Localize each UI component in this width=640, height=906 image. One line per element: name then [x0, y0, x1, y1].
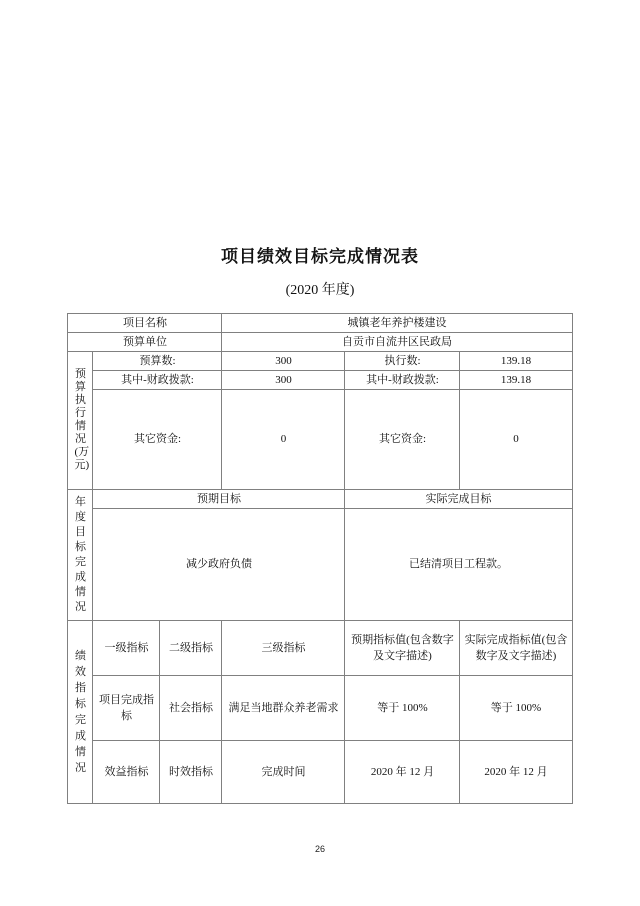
- fiscal-allocation-label: 其中-财政拨款:: [93, 370, 222, 389]
- indicator-actual-cell: 2020 年 12 月: [460, 740, 572, 803]
- other-funds-exec-value: 0: [460, 389, 572, 489]
- budget-amount-label: 预算数:: [93, 351, 222, 370]
- indicator-header-level1: 一级指标: [93, 620, 160, 675]
- goal-header-row: [68, 489, 572, 508]
- indicator-actual-cell: 等于 100%: [460, 675, 572, 740]
- page-number: 26: [314, 843, 325, 854]
- budget-row-amount: [68, 351, 572, 370]
- indicator-expected-cell: 2020 年 12 月: [345, 740, 460, 803]
- other-funds-exec-label: 其它资金:: [345, 389, 460, 489]
- actual-goal-value: 已结清项目工程款。: [345, 508, 572, 620]
- budget-amount-value: 300: [222, 351, 345, 370]
- fiscal-allocation-value: 300: [222, 370, 345, 389]
- actual-goal-header: 实际完成目标: [345, 489, 572, 508]
- indicator-level2-cell: 社会指标: [160, 675, 222, 740]
- indicator-header-row: [68, 620, 572, 675]
- budget-unit-row: [68, 332, 572, 351]
- indicator-side-label: 绩效指标完成情况: [74, 649, 86, 774]
- indicator-header-level3: 三级指标: [222, 620, 345, 675]
- indicator-level1-cell: 效益指标: [93, 740, 160, 803]
- budget-unit-label: 预算单位: [68, 332, 222, 351]
- project-name-row: [68, 313, 572, 332]
- budget-row-fiscal: [68, 370, 572, 389]
- budget-unit-value: 自贡市自流井区民政局: [222, 332, 572, 351]
- indicator-side-cell: [68, 620, 93, 803]
- indicator-header-actual-value: 实际完成指标值(包含数字及文字描述): [460, 620, 572, 675]
- indicator-header-level2: 二级指标: [160, 620, 222, 675]
- execution-amount-label: 执行数:: [345, 351, 460, 370]
- indicator-level3-cell: 完成时间: [222, 740, 345, 803]
- other-funds-value: 0: [222, 389, 345, 489]
- budget-row-other-funds: [68, 389, 572, 489]
- indicator-level1-cell: 项目完成指标: [93, 675, 160, 740]
- indicator-expected-cell: 等于 100%: [345, 675, 460, 740]
- execution-amount-value: 139.18: [460, 351, 572, 370]
- fiscal-allocation-exec-value: 139.18: [460, 370, 572, 389]
- goal-content-row: [68, 508, 572, 620]
- page-subtitle: (2020 年度): [285, 283, 355, 299]
- performance-table: [67, 313, 572, 804]
- indicator-row-benefit: [68, 740, 572, 803]
- project-name-value: 城镇老年养护楼建设: [222, 313, 572, 332]
- annual-goal-side-label: 年度目标完成情况: [74, 495, 86, 613]
- indicator-header-expected-value: 预期指标值(包含数字及文字描述): [345, 620, 460, 675]
- page-title: 项目绩效目标完成情况表: [221, 247, 419, 266]
- project-name-label: 项目名称: [68, 313, 222, 332]
- indicator-level2-cell: 时效指标: [160, 740, 222, 803]
- budget-section-side-label: 预算执行情况(万元): [74, 368, 90, 472]
- budget-section-side-cell: [68, 351, 93, 489]
- indicator-level3-cell: 满足当地群众养老需求: [222, 675, 345, 740]
- expected-goal-value: 减少政府负债: [93, 508, 345, 620]
- annual-goal-side-cell: [68, 489, 93, 620]
- indicator-row-completion: [68, 675, 572, 740]
- fiscal-allocation-exec-label: 其中-财政拨款:: [345, 370, 460, 389]
- other-funds-label: 其它资金:: [93, 389, 222, 489]
- expected-goal-header: 预期目标: [93, 489, 345, 508]
